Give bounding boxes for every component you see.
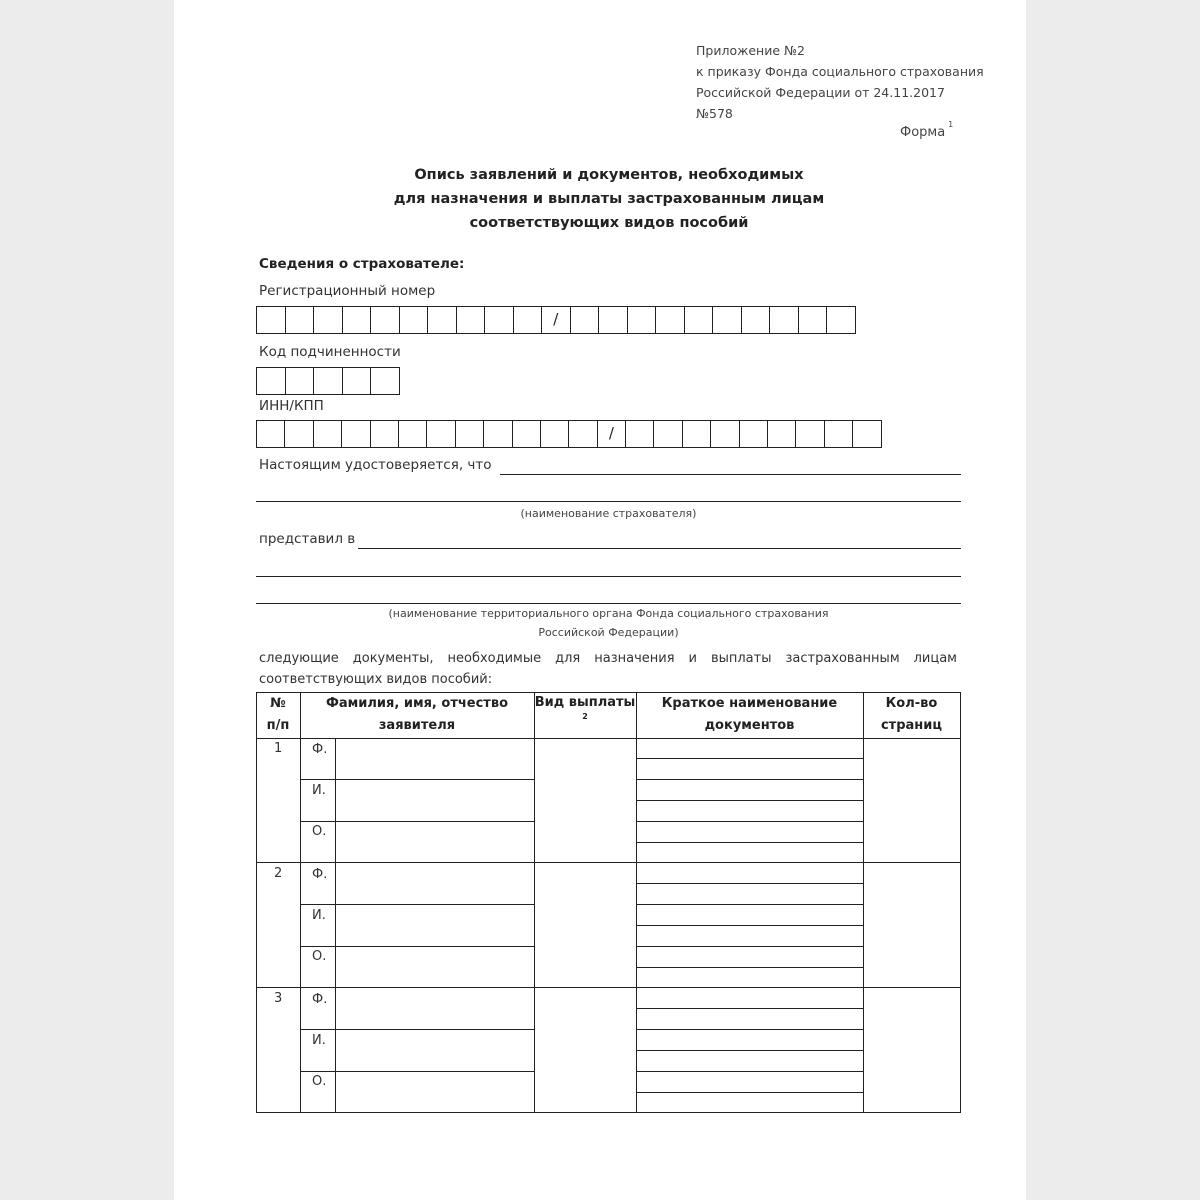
header-fio-line: Фамилия, имя, отчество — [326, 696, 508, 711]
table-column-line — [534, 692, 535, 1113]
documents-table — [256, 692, 961, 1113]
digit-cell[interactable] — [314, 367, 343, 395]
form-footnote: 1 — [948, 120, 954, 129]
doc-line — [636, 925, 863, 926]
form-label-text: Форма — [900, 125, 946, 140]
header-pages — [863, 693, 960, 737]
digit-cell[interactable] — [825, 420, 853, 448]
row-number: 1 — [274, 741, 283, 756]
header-num — [256, 693, 300, 737]
header-payment — [534, 692, 636, 721]
doc-line — [636, 883, 863, 884]
appendix-line: к приказу Фонда социального страхования — [696, 64, 984, 79]
digit-cell[interactable] — [685, 306, 714, 334]
digit-cell[interactable] — [342, 420, 370, 448]
doc-line — [636, 946, 863, 947]
fio-name-label: И. — [312, 783, 326, 798]
table-border — [256, 692, 257, 1113]
digit-cell[interactable] — [799, 306, 828, 334]
fio-name-label: И. — [312, 908, 326, 923]
fio-patronymic-label: О. — [312, 1074, 327, 1089]
inn-kpp-cells[interactable] — [256, 420, 882, 448]
header-docs-line: Краткое наименование — [661, 696, 838, 711]
fio-line — [300, 1029, 534, 1030]
reg-number-label: Регистрационный номер — [259, 283, 436, 299]
table-row-line — [256, 987, 961, 988]
doc-line — [636, 1029, 863, 1030]
digit-cell[interactable] — [399, 420, 427, 448]
fio-patronymic-label: О. — [312, 824, 327, 839]
header-docs — [636, 693, 863, 737]
fio-name-label: И. — [312, 1033, 326, 1048]
digit-cell[interactable] — [513, 420, 541, 448]
digit-cell[interactable] — [400, 306, 429, 334]
table-border — [256, 1112, 961, 1113]
digit-cell[interactable] — [371, 367, 400, 395]
digit-cell[interactable] — [768, 420, 796, 448]
header-num-line: п/п — [266, 718, 290, 733]
row-number: 3 — [274, 991, 283, 1006]
insurer-section-heading: Сведения о страхователе: — [259, 256, 465, 272]
fss-caption-line: Российской Федерации) — [538, 626, 679, 639]
digit-cell[interactable] — [796, 420, 824, 448]
digit-cell[interactable] — [656, 306, 685, 334]
insurer-name-caption: (наименование страхователя) — [520, 507, 697, 520]
docs-paragraph-line: соответствующих видов пособий: — [259, 672, 493, 687]
doc-line — [636, 904, 863, 905]
appendix-line: Приложение №2 — [696, 43, 805, 58]
digit-cell[interactable] — [371, 420, 399, 448]
digit-cell[interactable] — [427, 420, 455, 448]
fss-name-line-2[interactable] — [256, 576, 961, 577]
fio-line — [300, 821, 534, 822]
header-payment-footnote: 2 — [582, 712, 588, 721]
digit-cell[interactable] — [827, 306, 856, 334]
digit-cell[interactable] — [628, 306, 657, 334]
digit-cell[interactable] — [514, 306, 543, 334]
digit-cell[interactable] — [711, 420, 739, 448]
table-column-line — [863, 692, 864, 1113]
title-line: соответствующих видов пособий — [469, 215, 749, 231]
doc-line — [636, 842, 863, 843]
digit-cell[interactable] — [853, 420, 881, 448]
table-header-line — [256, 738, 961, 739]
digit-cell[interactable] — [257, 367, 286, 395]
title-line: для назначения и выплаты застрахованным лицам — [393, 191, 825, 207]
doc-line — [636, 1050, 863, 1051]
digit-cell[interactable] — [314, 420, 342, 448]
fss-caption — [256, 604, 961, 642]
fio-line — [300, 904, 534, 905]
digit-cell[interactable] — [257, 306, 286, 334]
digit-cell[interactable] — [599, 306, 628, 334]
form-label — [900, 120, 953, 140]
header-pages-line: Кол-во — [885, 696, 938, 711]
submitted-label: представил в — [259, 531, 356, 547]
digit-cell[interactable] — [286, 367, 315, 395]
fio-surname-label: Ф. — [312, 992, 328, 1007]
separator-cell: / — [542, 306, 571, 334]
fss-caption-line: (наименование территориального органа Фонда социального страхования — [388, 607, 829, 620]
form-page — [174, 0, 1026, 1200]
digit-cell[interactable] — [713, 306, 742, 334]
appendix-line: Российской Федерации от 24.11.2017 — [696, 85, 945, 100]
docs-paragraph-line: следующие документы, необходимые для назначения и выплаты застрахованным лицам — [259, 651, 957, 666]
fio-surname-label: Ф. — [312, 867, 328, 882]
fio-patronymic-label: О. — [312, 949, 327, 964]
doc-line — [636, 1071, 863, 1072]
digit-cell[interactable] — [484, 420, 512, 448]
doc-line — [636, 800, 863, 801]
document-title — [324, 163, 894, 235]
header-pages-line: страниц — [880, 718, 943, 733]
fio-line — [300, 946, 534, 947]
doc-line — [636, 1092, 863, 1093]
fio-line — [300, 779, 534, 780]
header-fio-line: заявителя — [378, 718, 456, 733]
table-row-line — [256, 862, 961, 863]
doc-line — [636, 758, 863, 759]
table-column-line — [300, 692, 301, 1113]
digit-cell[interactable] — [343, 367, 372, 395]
header-docs-line: документов — [704, 718, 795, 733]
certify-label: Настоящим удостоверяется, что — [259, 457, 492, 473]
insurer-name-line-2[interactable] — [256, 501, 961, 502]
digit-cell[interactable] — [770, 306, 799, 334]
table-border — [960, 692, 961, 1113]
digit-cell[interactable] — [286, 306, 315, 334]
header-fio — [300, 693, 534, 737]
digit-cell[interactable] — [257, 420, 285, 448]
digit-cell[interactable] — [683, 420, 711, 448]
digit-cell[interactable] — [654, 420, 682, 448]
subordination-label: Код подчиненности — [259, 344, 401, 360]
digit-cell[interactable] — [457, 306, 486, 334]
digit-cell[interactable] — [541, 420, 569, 448]
inn-kpp-label: ИНН/КПП — [259, 398, 324, 414]
digit-cell[interactable] — [740, 420, 768, 448]
digit-cell[interactable] — [742, 306, 771, 334]
digit-cell[interactable] — [371, 306, 400, 334]
fio-line — [300, 1071, 534, 1072]
table-column-line — [335, 738, 336, 1113]
doc-line — [636, 967, 863, 968]
doc-line — [636, 1008, 863, 1009]
doc-line — [636, 779, 863, 780]
subordination-cells[interactable] — [256, 367, 400, 395]
reg-number-cells[interactable] — [256, 306, 856, 334]
digit-cell[interactable] — [571, 306, 600, 334]
digit-cell[interactable] — [314, 306, 343, 334]
digit-cell[interactable] — [456, 420, 484, 448]
header-num-line: № — [270, 696, 286, 711]
digit-cell[interactable] — [343, 306, 372, 334]
appendix-line: №578 — [696, 106, 733, 121]
fss-name-line[interactable] — [358, 548, 961, 549]
digit-cell[interactable] — [626, 420, 654, 448]
fio-surname-label: Ф. — [312, 742, 328, 757]
digit-cell[interactable] — [485, 306, 514, 334]
doc-line — [636, 821, 863, 822]
separator-cell: / — [598, 420, 626, 448]
appendix-block — [696, 40, 984, 124]
row-number: 2 — [274, 866, 283, 881]
digit-cell[interactable] — [569, 420, 597, 448]
header-payment-text: Вид выплаты — [534, 695, 636, 710]
digit-cell[interactable] — [285, 420, 313, 448]
digit-cell[interactable] — [428, 306, 457, 334]
insurer-name-line[interactable] — [500, 474, 961, 475]
title-line: Опись заявлений и документов, необходимых — [414, 167, 804, 183]
